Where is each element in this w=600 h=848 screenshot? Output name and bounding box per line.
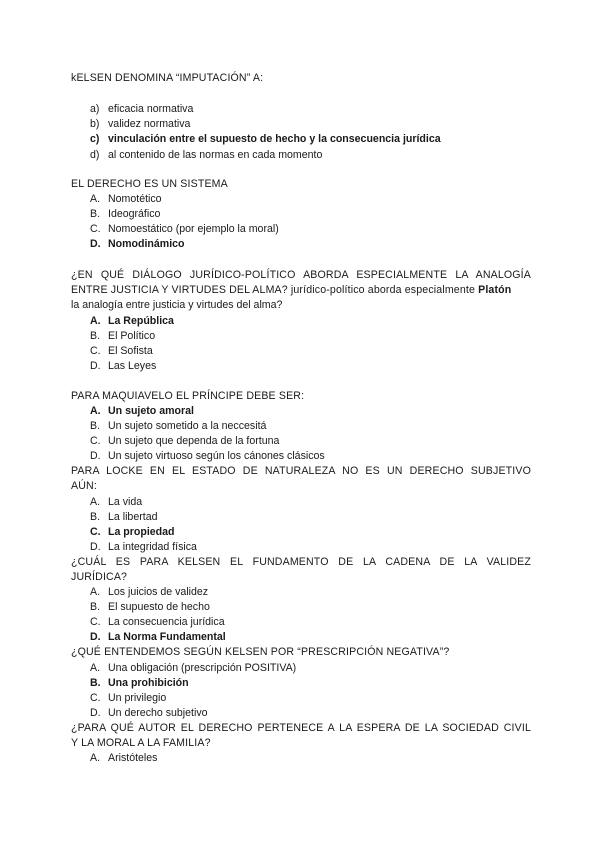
question-2-option-a: A. Nomotético (90, 193, 162, 205)
question-6-option-d-answer: D. La Norma Fundamental (90, 631, 226, 643)
question-4-text: PARA MAQUIAVELO EL PRÍNCIPE DEBE SER: (71, 390, 305, 402)
question-2-option-d-answer: D. Nomodinámico (90, 238, 185, 250)
question-6-option-c: C. La consecuencia jurídica (90, 616, 225, 628)
question-7-option-d: D. Un derecho subjetivo (90, 707, 208, 719)
question-5-text-line-1: PARA LOCKE EN EL ESTADO DE NATURALEZA NO ES UN DERECHO SUBJETIVO (71, 465, 531, 477)
question-7-text: ¿QUÉ ENTENDEMOS SEGÚN KELSEN POR “PRESCRIPCIÓN NEGATIVA”? (71, 646, 450, 658)
question-8-text-line-2: Y LA MORAL A LA FAMILIA? (71, 737, 211, 749)
question-1-option-c-answer: c) vinculación entre el supuesto de hecho y la consecuencia jurídica (90, 133, 441, 145)
question-7-option-b-answer: B. Una prohibición (90, 677, 189, 689)
question-3-option-a-answer: A. La República (90, 315, 174, 327)
question-1-option-a: a) eficacia normativa (90, 103, 194, 115)
question-3-text-line-3: la analogía entre justicia y virtudes del alma? (71, 299, 283, 311)
question-5-option-c-answer: C. La propiedad (90, 526, 175, 538)
question-6-option-a: A. Los juicios de validez (90, 586, 209, 598)
question-8-text-line-1: ¿PARA QUÉ AUTOR EL DERECHO PERTENECE A LA ESPERA DE LA SOCIEDAD CIVIL (71, 722, 531, 734)
question-2-option-b: B. Ideográfico (90, 208, 161, 220)
question-6-text-line-1: ¿CUÁL ES PARA KELSEN EL FUNDAMENTO DE LA CADENA DE LA VALIDEZ (71, 556, 531, 568)
question-7-option-a: A. Una obligación (prescripción POSITIVA) (90, 662, 297, 674)
question-4-option-c: C. Un sujeto que dependa de la fortuna (90, 435, 280, 447)
question-2-option-c: C. Nomoestático (por ejemplo la moral) (90, 223, 279, 235)
question-8-option-a: A. Aristóteles (90, 752, 158, 764)
question-4-option-d: D. Un sujeto virtuoso según los cánones clásicos (90, 450, 325, 462)
question-4-option-b: B. Un sujeto sometido a la neccesitá (90, 420, 267, 432)
question-3-text-line-1: ¿EN QUÉ DIÁLOGO JURÍDICO-POLÍTICO ABORDA ESPECIALMENTE LA ANALOGÍA (71, 269, 531, 281)
question-3-option-b: B. El Político (90, 330, 156, 342)
question-6-text-line-2: JURÍDICA? (71, 571, 128, 583)
question-6-option-b: B. El supuesto de hecho (90, 601, 210, 613)
question-1-option-b: b) validez normativa (90, 118, 191, 130)
question-5-option-a: A. La vida (90, 496, 143, 508)
question-1-text: kELSEN DENOMINA “IMPUTACIÓN” A: (71, 72, 264, 84)
question-3-text-line-2: ENTRE JUSTICIA Y VIRTUDES DEL ALMA? jurídico-político aborda especialmente Platón (71, 284, 512, 296)
question-5-option-b: B. La libertad (90, 511, 158, 523)
question-2-text: EL DERECHO ES UN SISTEMA (71, 178, 228, 190)
question-3-option-d: D. Las Leyes (90, 360, 157, 372)
question-4-option-a-answer: A. Un sujeto amoral (90, 405, 194, 417)
question-3-bold-word: Platón (478, 284, 512, 296)
question-7-option-c: C. Un privilegio (90, 692, 167, 704)
question-3-option-c: C. El Sofista (90, 345, 153, 357)
question-5-option-d: D. La integridad física (90, 541, 197, 553)
question-5-text-line-2: AÚN: (71, 480, 97, 492)
question-1-option-d: d) al contenido de las normas en cada momento (90, 149, 323, 161)
